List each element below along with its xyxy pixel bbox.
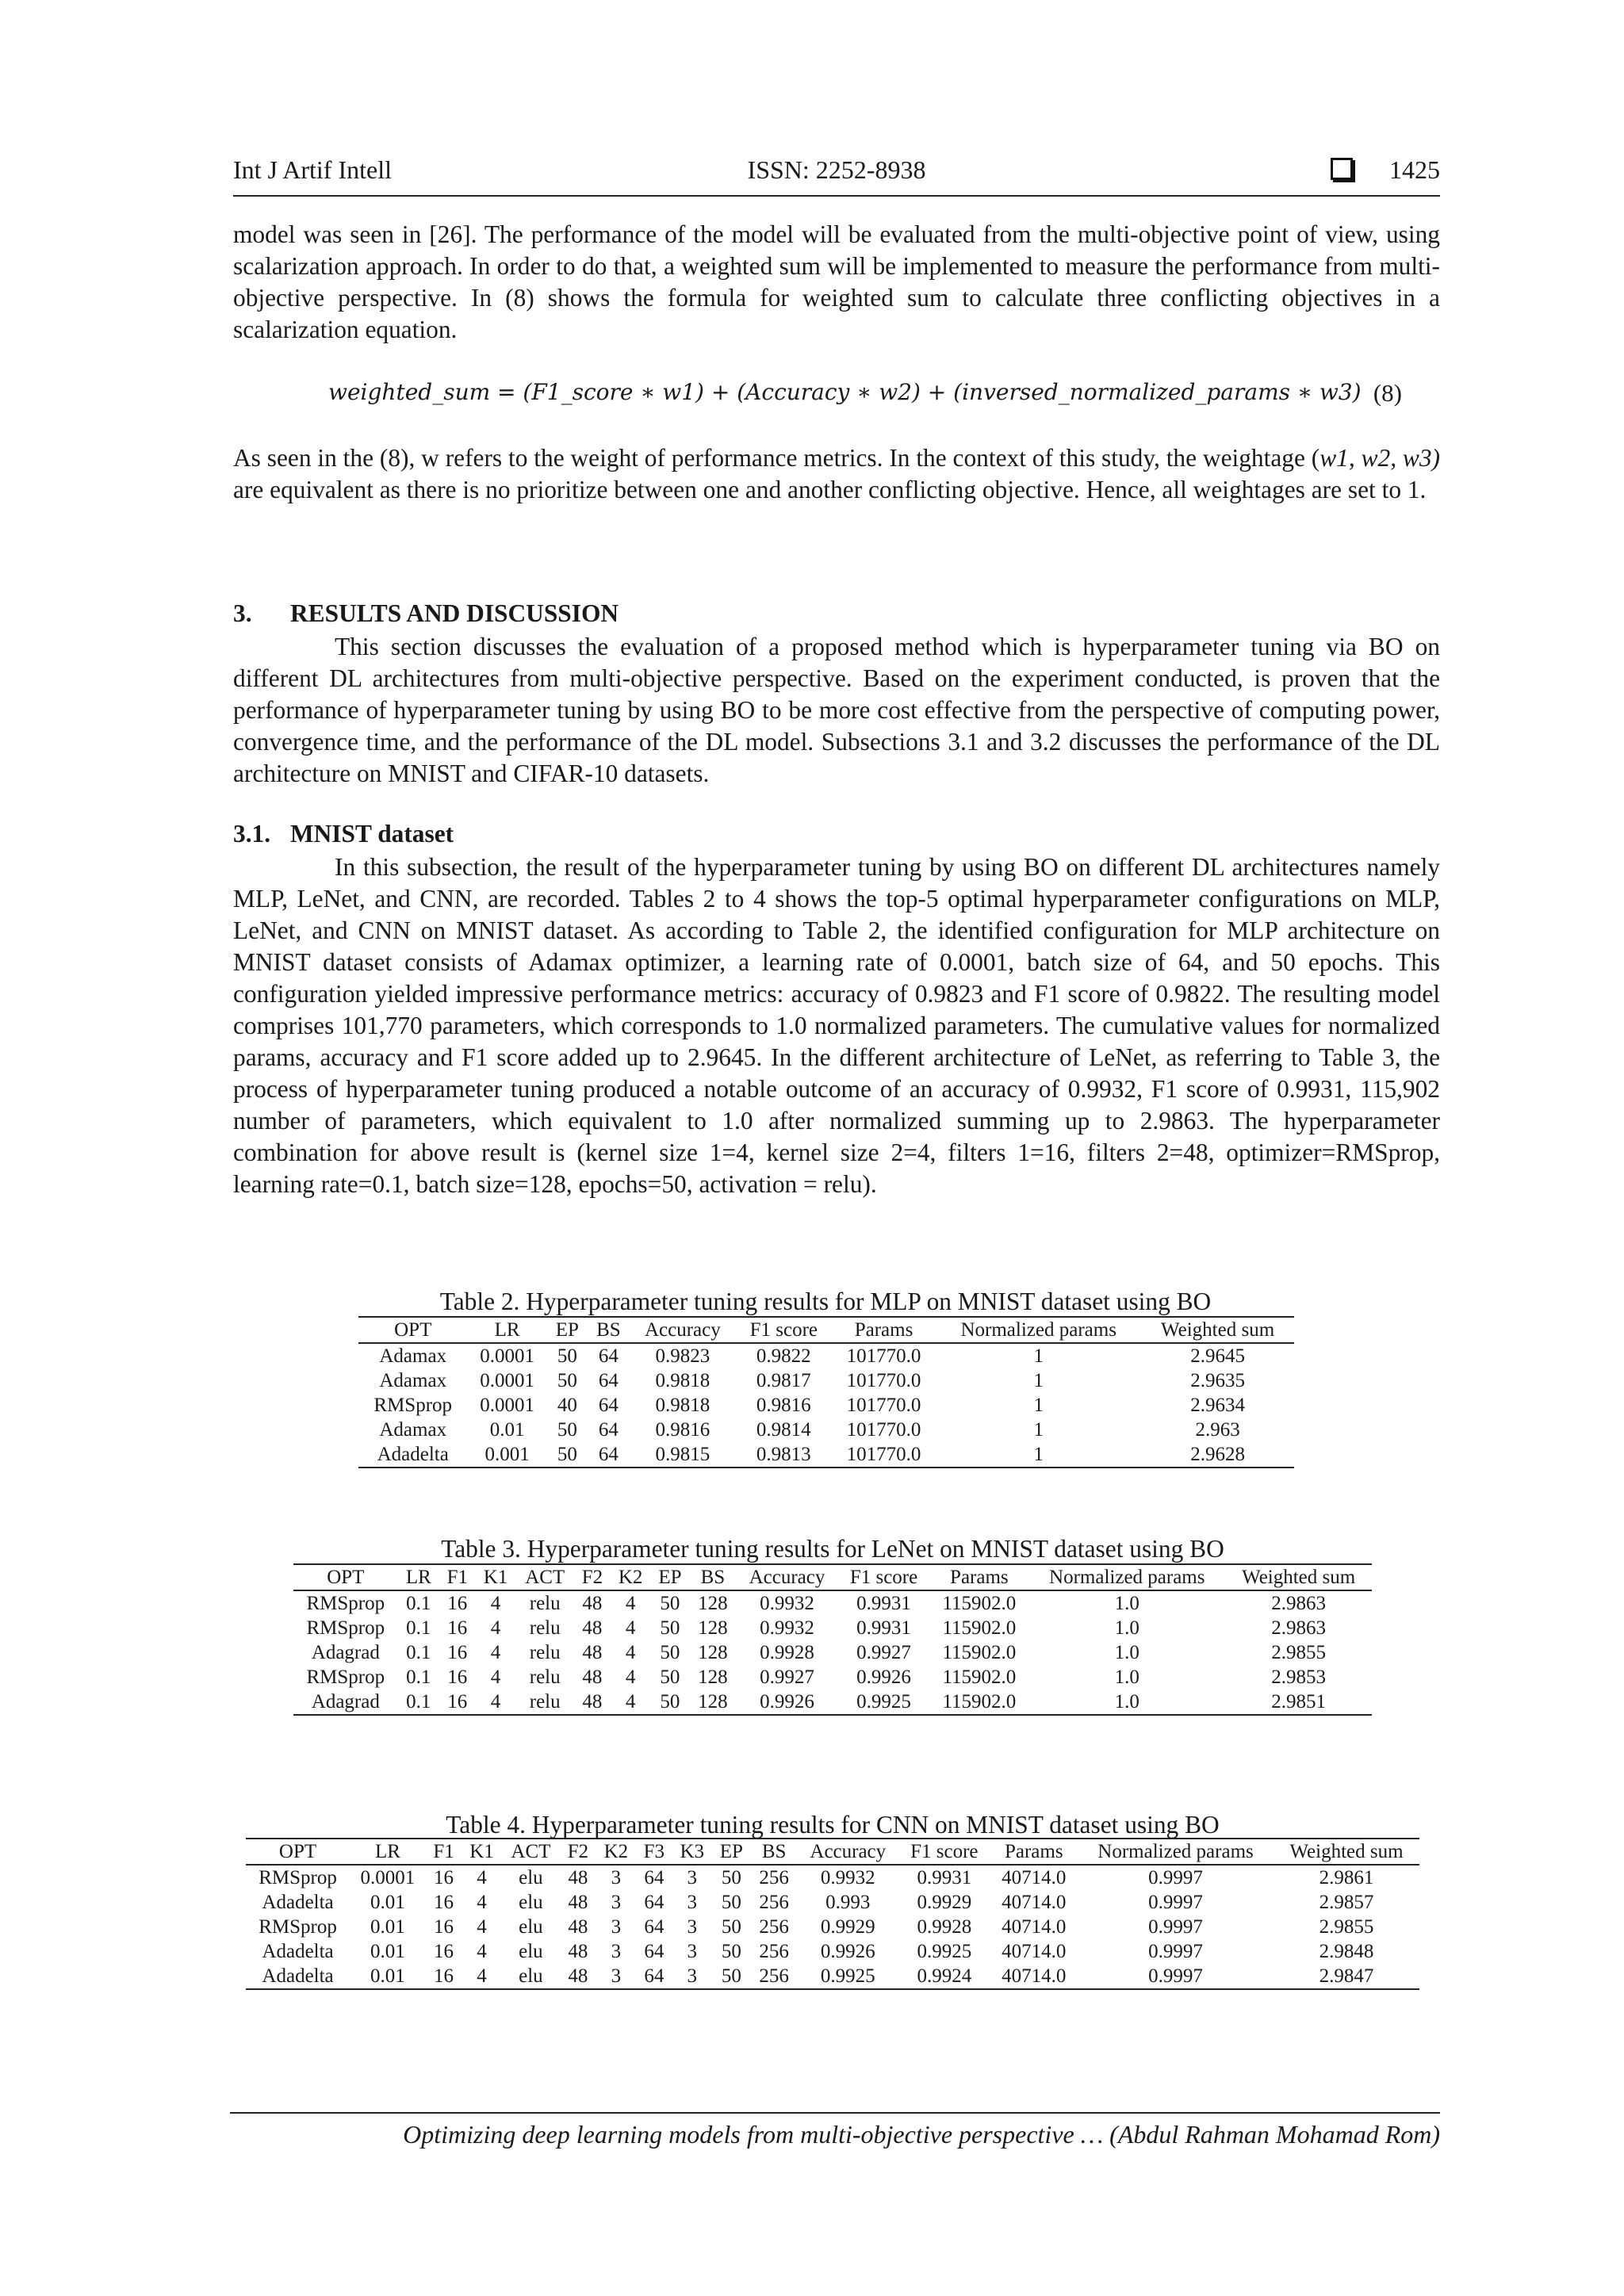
- table-cell: 2.9848: [1319, 1941, 1374, 1962]
- table-cell: 115902.0: [929, 1689, 1028, 1715]
- table-row: [246, 1865, 1419, 1890]
- section-3-paragraph: This section discusses the evaluation of a proposed method which is hyperparameter tuning via BO on different DL architectures from multi-objective perspective. Based on the experiment conducted, is proven that the performance of hyperparameter tuning by using BO to be more cost effective from the perspective of computing power, convergence time, and the performance of the DL model. Subsections 3.1 and 3.2 discusses the performance of the DL architecture on MNIST and CIFAR-10 datasets.: [233, 633, 1440, 787]
- table-cell: 64: [644, 1916, 665, 1938]
- table-cell: 0.0001: [480, 1345, 534, 1367]
- column-header: F1 score: [898, 1839, 990, 1865]
- table-cell: 0.9926: [736, 1689, 837, 1715]
- table-cell: 50: [650, 1689, 689, 1715]
- table-cell: 3: [687, 1941, 698, 1962]
- equation-8: [233, 379, 1440, 411]
- column-header: OPT: [293, 1564, 398, 1590]
- table-cell: 4: [490, 1593, 501, 1614]
- table-cell: 0.9816: [655, 1419, 710, 1441]
- table-cell: 0.9997: [1148, 1916, 1203, 1938]
- table-cell: 101770.0: [846, 1419, 921, 1441]
- table-cell: 4: [490, 1642, 501, 1663]
- table-header-row: [246, 1839, 1419, 1865]
- table-cell: 48: [582, 1593, 603, 1614]
- table-cell: 64: [644, 1941, 665, 1962]
- table-cell: 0.9816: [756, 1395, 811, 1416]
- table-cell: 2.9847: [1274, 1964, 1419, 1989]
- table-cell: RMSprop: [259, 1867, 337, 1888]
- table-cell: 48: [560, 1964, 596, 1989]
- table-cell: 0.9997: [1078, 1964, 1274, 1989]
- table-cell: 128: [698, 1642, 728, 1663]
- table-cell: 16: [439, 1689, 476, 1715]
- column-header: Weighted sum: [1225, 1564, 1372, 1590]
- table-cell: RMSprop: [259, 1916, 337, 1938]
- column-header: K1: [476, 1564, 516, 1590]
- table-cell: relu: [529, 1667, 561, 1688]
- table-cell: 0.9997: [1148, 1867, 1203, 1888]
- table-3: [293, 1563, 1372, 1716]
- column-header: F1: [426, 1839, 462, 1865]
- table-cell: 64: [636, 1964, 672, 1989]
- table-cell: 0.9818: [655, 1370, 710, 1391]
- table-cell: 0.9929: [917, 1892, 972, 1913]
- issn: ISSN: 2252-8938: [747, 155, 926, 184]
- column-header: K2: [611, 1564, 651, 1590]
- table-2: [358, 1316, 1294, 1468]
- table-cell: 16: [434, 1892, 454, 1913]
- table-cell: 0.9931: [917, 1867, 972, 1888]
- table-row: [246, 1915, 1419, 1939]
- journal-name: Int J Artif Intell: [233, 155, 392, 184]
- table-row: [358, 1343, 1294, 1368]
- table-row: [293, 1689, 1372, 1715]
- column-header: F1: [439, 1564, 476, 1590]
- table-cell: 0.9814: [756, 1419, 811, 1441]
- table-cell: 0.001: [467, 1442, 546, 1468]
- table-cell: 0.1: [406, 1617, 431, 1639]
- table-cell: relu: [529, 1593, 561, 1614]
- table-cell: 48: [582, 1642, 603, 1663]
- table-cell: 16: [426, 1964, 462, 1989]
- column-header: Accuracy: [630, 1317, 736, 1343]
- table-cell: 115902.0: [942, 1593, 1017, 1614]
- table-cell: 0.9928: [917, 1916, 972, 1938]
- table-row: [293, 1616, 1372, 1640]
- table-cell: 0.9924: [898, 1964, 990, 1989]
- column-header: Weighted sum: [1274, 1839, 1419, 1865]
- table-cell: 0.9927: [760, 1667, 814, 1688]
- table-cell: 101770.0: [832, 1442, 936, 1468]
- table-cell: 256: [751, 1964, 798, 1989]
- table-cell: 3: [687, 1916, 698, 1938]
- table-cell: Adamax: [379, 1370, 447, 1391]
- table-cell: 50: [660, 1617, 680, 1639]
- table-4-caption: Table 4. Hyperparameter tuning results for CNN on MNIST dataset using BO: [446, 1811, 1220, 1839]
- table-cell: 0.9929: [820, 1916, 875, 1938]
- column-header: K2: [596, 1839, 636, 1865]
- table-cell: relu: [529, 1642, 561, 1663]
- table-cell: 0.9926: [856, 1667, 911, 1688]
- table-cell: 0.993: [825, 1892, 871, 1913]
- table-cell: 1: [1033, 1370, 1044, 1391]
- table-row: [246, 1964, 1419, 1989]
- table-cell: 40714.0: [1002, 1892, 1067, 1913]
- table-cell: Adagrad: [293, 1689, 398, 1715]
- table-cell: 64: [644, 1892, 665, 1913]
- table-cell: 40714.0: [1002, 1941, 1067, 1962]
- column-header: Normalized params: [1078, 1839, 1274, 1865]
- table-cell: 2.9855: [1271, 1642, 1327, 1663]
- table-cell: 0.9818: [655, 1395, 710, 1416]
- table-row: [358, 1393, 1294, 1418]
- table-cell: 3: [687, 1867, 698, 1888]
- table-cell: 0.9932: [820, 1867, 875, 1888]
- table-cell: 50: [557, 1345, 577, 1367]
- table-cell: 0.9823: [655, 1345, 710, 1367]
- page-number-group: [1331, 155, 1440, 185]
- intro-paragraph: model was seen in [26]. The performance of the model will be evaluated from the multi-objective point of view, using scalarization approach. In order to do that, a weighted sum will be implemented to measure the performance from multi-objective perspective. In (8) shows the formula for weighted sum to calculate three conflicting objectives in a scalarization equation.: [233, 220, 1440, 343]
- running-header: [233, 154, 1440, 197]
- table-cell: 4: [477, 1867, 487, 1888]
- table-cell: elu: [519, 1892, 543, 1913]
- table-cell: 48: [568, 1916, 588, 1938]
- column-header: F2: [560, 1839, 596, 1865]
- table-cell: 0.9927: [856, 1642, 911, 1663]
- table-row: [246, 1939, 1419, 1964]
- column-header: EP: [547, 1317, 588, 1343]
- table-cell: 48: [582, 1667, 603, 1688]
- table-cell: 3: [611, 1941, 622, 1962]
- table-cell: 50: [721, 1892, 741, 1913]
- table-cell: elu: [519, 1941, 543, 1962]
- table-cell: 40714.0: [1002, 1916, 1067, 1938]
- column-header: BS: [689, 1564, 736, 1590]
- table-cell: 2.9628: [1141, 1442, 1294, 1468]
- table-row: [293, 1640, 1372, 1665]
- table-cell: 16: [447, 1593, 468, 1614]
- column-header: K3: [672, 1839, 712, 1865]
- table-cell: 0.1: [398, 1689, 439, 1715]
- table-cell: 50: [712, 1964, 751, 1989]
- table-cell: 0.01: [370, 1916, 405, 1938]
- table-cell: 128: [698, 1617, 728, 1639]
- table-cell: 50: [547, 1442, 588, 1468]
- table-cell: 4: [625, 1642, 636, 1663]
- table-cell: 16: [434, 1941, 454, 1962]
- table-cell: 1: [1033, 1345, 1044, 1367]
- equation-number: (8): [1373, 379, 1402, 407]
- table-cell: 2.9855: [1319, 1916, 1374, 1938]
- table-cell: 3: [611, 1892, 622, 1913]
- table-cell: 50: [660, 1593, 680, 1614]
- table-cell: elu: [519, 1867, 543, 1888]
- table-cell: 4: [611, 1689, 651, 1715]
- table-cell: elu: [502, 1964, 560, 1989]
- table-cell: Adadelta: [262, 1941, 334, 1962]
- table-cell: 1.0: [1114, 1667, 1139, 1688]
- column-header: F1 score: [736, 1317, 832, 1343]
- table-cell: 0.0001: [480, 1395, 534, 1416]
- table-cell: 101770.0: [846, 1345, 921, 1367]
- table-cell: 50: [721, 1867, 741, 1888]
- table-cell: relu: [529, 1617, 561, 1639]
- table-cell: 4: [477, 1941, 487, 1962]
- table-cell: 4: [462, 1964, 501, 1989]
- table-cell: 2.9635: [1190, 1370, 1245, 1391]
- table-cell: RMSprop: [306, 1617, 385, 1639]
- table-cell: 256: [759, 1892, 789, 1913]
- table-cell: 1.0: [1114, 1617, 1139, 1639]
- column-header: LR: [398, 1564, 439, 1590]
- table-cell: 64: [598, 1395, 619, 1416]
- table-cell: Adadelta: [246, 1964, 350, 1989]
- table-cell: 0.9997: [1148, 1941, 1203, 1962]
- table-cell: 0.9925: [797, 1964, 898, 1989]
- column-header: F2: [574, 1564, 611, 1590]
- table-cell: 50: [721, 1941, 741, 1962]
- table-cell: 0.9925: [838, 1689, 930, 1715]
- table-cell: 64: [598, 1370, 619, 1391]
- table-cell: 16: [434, 1867, 454, 1888]
- table-cell: 0.9932: [760, 1593, 814, 1614]
- weightage-paragraph: As seen in the (8), w refers to the weight of performance metrics. In the context of this study, the weightage (w1, w2, w3) are equivalent as there is no prioritize between one and another conflicting objective. Hence, all weightages are set to 1.: [233, 444, 1440, 503]
- table-cell: 0.1: [406, 1642, 431, 1663]
- table-cell: 115902.0: [942, 1642, 1017, 1663]
- table-cell: 50: [660, 1642, 680, 1663]
- table-2-caption: Table 2. Hyperparameter tuning results for MLP on MNIST dataset using BO: [439, 1288, 1212, 1315]
- table-cell: 0.9931: [856, 1593, 911, 1614]
- table-header-row: [358, 1317, 1294, 1343]
- column-header: F1 score: [838, 1564, 930, 1590]
- table-cell: Adadelta: [262, 1892, 334, 1913]
- table-cell: 3: [611, 1916, 622, 1938]
- table-cell: 3: [596, 1964, 636, 1989]
- table-cell: 64: [644, 1867, 665, 1888]
- column-header: Params: [990, 1839, 1078, 1865]
- table-cell: 3: [687, 1892, 698, 1913]
- table-cell: 1.0: [1114, 1642, 1139, 1663]
- table-row: [246, 1890, 1419, 1915]
- column-header: K1: [462, 1839, 501, 1865]
- table-cell: 0.9815: [630, 1442, 736, 1468]
- table-cell: 2.9863: [1271, 1617, 1327, 1639]
- table-cell: 0.0001: [480, 1370, 534, 1391]
- table-cell: RMSprop: [306, 1593, 385, 1614]
- table-cell: 2.9863: [1271, 1593, 1327, 1614]
- table-cell: 0.01: [489, 1419, 525, 1441]
- column-header: BS: [751, 1839, 798, 1865]
- table-cell: 48: [574, 1689, 611, 1715]
- column-header: BS: [588, 1317, 630, 1343]
- table-cell: 48: [582, 1617, 603, 1639]
- table-cell: 16: [447, 1617, 468, 1639]
- table-cell: 0.9931: [856, 1617, 911, 1639]
- table-cell: 2.9645: [1190, 1345, 1245, 1367]
- table-cell: 40714.0: [990, 1964, 1078, 1989]
- table-cell: 48: [568, 1892, 588, 1913]
- table-cell: 1: [1033, 1395, 1044, 1416]
- table-3-caption: Table 3. Hyperparameter tuning results for LeNet on MNIST dataset using BO: [441, 1535, 1224, 1563]
- table-row: [358, 1442, 1294, 1468]
- table-cell: 0.1: [406, 1667, 431, 1688]
- column-header: Params: [832, 1317, 936, 1343]
- table-cell: relu: [515, 1689, 574, 1715]
- table-cell: 2.9634: [1190, 1395, 1245, 1416]
- table-cell: 50: [557, 1419, 577, 1441]
- column-header: Accuracy: [797, 1839, 898, 1865]
- table-cell: 1.0: [1114, 1593, 1139, 1614]
- table-cell: 2.963: [1195, 1419, 1240, 1441]
- section-heading-3: 3. RESULTS AND DISCUSSION: [233, 599, 619, 627]
- table-row: [293, 1590, 1372, 1616]
- column-header: OPT: [358, 1317, 467, 1343]
- table-cell: 2.9853: [1271, 1667, 1327, 1688]
- table-4: [246, 1838, 1419, 1990]
- table-cell: 4: [477, 1892, 487, 1913]
- column-header: ACT: [502, 1839, 560, 1865]
- table-cell: 0.0001: [360, 1867, 416, 1888]
- column-header: LR: [467, 1317, 546, 1343]
- table-cell: 0.01: [370, 1892, 405, 1913]
- table-cell: 50: [660, 1667, 680, 1688]
- column-header: Accuracy: [736, 1564, 837, 1590]
- table-header-row: [293, 1564, 1372, 1590]
- square-bullet-icon: [1331, 158, 1353, 180]
- table-cell: 0.9928: [760, 1642, 814, 1663]
- table-row: [293, 1665, 1372, 1689]
- table-cell: 0.9997: [1148, 1892, 1203, 1913]
- table-row: [358, 1418, 1294, 1442]
- equation-body: weighted_sum = (F1_score ∗ w1) + (Accuracy ∗ w2) + (inversed_normalized_params ∗ w3): [328, 379, 1362, 405]
- table-cell: 0.9822: [756, 1345, 811, 1367]
- table-cell: 128: [698, 1667, 728, 1688]
- running-footer: Optimizing deep learning models from multi-objective perspective … (Abdul Rahman Mohamad Rom): [403, 2120, 1440, 2149]
- table-cell: 2.9861: [1319, 1867, 1374, 1888]
- table-cell: 48: [568, 1941, 588, 1962]
- table-cell: 2.9857: [1319, 1892, 1374, 1913]
- table-cell: 256: [759, 1867, 789, 1888]
- table-cell: 50: [721, 1916, 741, 1938]
- table-cell: 4: [625, 1667, 636, 1688]
- table-cell: 0.9817: [756, 1370, 811, 1391]
- page-number: 1425: [1389, 155, 1440, 184]
- table-cell: elu: [519, 1916, 543, 1938]
- table-cell: 1: [936, 1442, 1141, 1468]
- table-cell: 0.01: [350, 1964, 426, 1989]
- table-cell: 40: [557, 1395, 577, 1416]
- table-cell: 4: [625, 1593, 636, 1614]
- table-cell: RMSprop: [373, 1395, 453, 1416]
- table-cell: 40714.0: [1002, 1867, 1067, 1888]
- table-cell: 0.01: [370, 1941, 405, 1962]
- table-cell: 3: [611, 1867, 622, 1888]
- column-header: F3: [636, 1839, 672, 1865]
- table-cell: 64: [598, 1419, 619, 1441]
- table-cell: Adagrad: [311, 1642, 380, 1663]
- table-cell: 48: [568, 1867, 588, 1888]
- table-cell: 64: [588, 1442, 630, 1468]
- column-header: Params: [929, 1564, 1028, 1590]
- section-heading-3-1: 3.1. MNIST dataset: [233, 820, 454, 848]
- table-cell: Adamax: [379, 1345, 447, 1367]
- table-cell: 128: [689, 1689, 736, 1715]
- column-header: Normalized params: [1028, 1564, 1225, 1590]
- table-cell: 3: [672, 1964, 712, 1989]
- table-cell: 0.1: [406, 1593, 431, 1614]
- weight-symbols: w1, w2, w3): [1320, 444, 1440, 472]
- table-cell: 1.0: [1028, 1689, 1225, 1715]
- table-cell: 16: [447, 1667, 468, 1688]
- table-cell: 4: [490, 1667, 501, 1688]
- table-cell: Adadelta: [358, 1442, 467, 1468]
- table-cell: RMSprop: [306, 1667, 385, 1688]
- table-cell: 0.9925: [917, 1941, 972, 1962]
- table-row: [358, 1368, 1294, 1393]
- table-cell: 101770.0: [846, 1370, 921, 1391]
- table-cell: 16: [447, 1642, 468, 1663]
- table-cell: 101770.0: [846, 1395, 921, 1416]
- footer-rule: [230, 2112, 1440, 2114]
- table-cell: 115902.0: [942, 1617, 1017, 1639]
- column-header: EP: [712, 1839, 751, 1865]
- column-header: Weighted sum: [1141, 1317, 1294, 1343]
- table-cell: 128: [698, 1593, 728, 1614]
- table-cell: 256: [759, 1916, 789, 1938]
- table-cell: 0.9926: [820, 1941, 875, 1962]
- column-header: OPT: [246, 1839, 350, 1865]
- table-cell: 256: [759, 1941, 789, 1962]
- table-cell: 16: [434, 1916, 454, 1938]
- table-cell: 0.9813: [736, 1442, 832, 1468]
- table-cell: 1: [1033, 1419, 1044, 1441]
- table-cell: 4: [476, 1689, 516, 1715]
- table-cell: 4: [625, 1617, 636, 1639]
- table-cell: 0.9932: [760, 1617, 814, 1639]
- table-cell: 4: [477, 1916, 487, 1938]
- table-cell: Adamax: [379, 1419, 447, 1441]
- table-cell: 2.9851: [1225, 1689, 1372, 1715]
- table-cell: 115902.0: [942, 1667, 1017, 1688]
- table-cell: 50: [557, 1370, 577, 1391]
- column-header: ACT: [515, 1564, 574, 1590]
- column-header: LR: [350, 1839, 426, 1865]
- table-cell: 4: [490, 1617, 501, 1639]
- column-header: Normalized params: [936, 1317, 1141, 1343]
- table-cell: 64: [598, 1345, 619, 1367]
- column-header: EP: [650, 1564, 689, 1590]
- section-3-1-paragraph: In this subsection, the result of the hyperparameter tuning by using BO on different DL architectures namely MLP, LeNet, and CNN, are recorded. Tables 2 to 4 shows the top-5 optimal hyperparameter configurations on MLP, LeNet, and CNN on MNIST dataset. As according to Table 2, the identified configuration for MLP architecture on MNIST dataset consists of Adamax optimizer, a learning rate of 0.0001, batch size of 64, and 50 epochs. This configuration yielded impressive performance metrics: accuracy of 0.9823 and F1 score of 0.9822. The resulting model comprises 101,770 parameters, which corresponds to 1.0 normalized parameters. The cumulative values for normalized params, accuracy and F1 score added up to 2.9645. In the different architecture of LeNet, as referring to Table 3, the process of hyperparameter tuning produced a notable outcome of an accuracy of 0.9932, F1 score of 0.9931, 115,902 number of parameters, which equivalent to 1.0 after normalized summing up to 2.9863. The hyperparameter combination for above result is (kernel size 1=4, kernel size 2=4, filters 1=16, filters 2=48, optimizer=RMSprop, learning rate=0.1, batch size=128, epochs=50, activation = relu).: [233, 853, 1440, 1198]
